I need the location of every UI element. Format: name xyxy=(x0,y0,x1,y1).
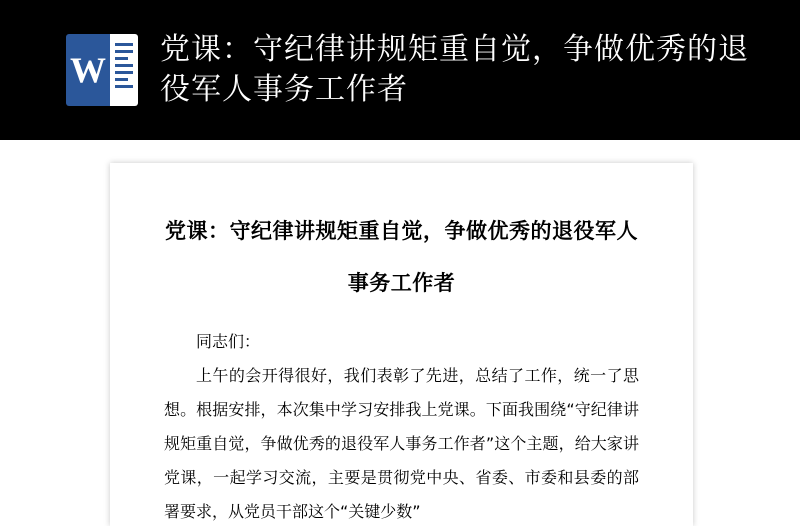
document-title: 党课：守纪律讲规矩重自觉，争做优秀的退役军人事务工作者 xyxy=(165,219,638,295)
word-icon-letter: W xyxy=(66,34,110,106)
word-icon-line xyxy=(115,78,128,81)
word-icon-line xyxy=(115,85,133,88)
word-icon-line xyxy=(115,50,133,53)
word-icon-line xyxy=(115,71,133,74)
word-icon-line xyxy=(115,43,133,46)
word-icon-line xyxy=(115,64,133,67)
document-paragraph: 同志们： xyxy=(196,332,261,351)
word-icon-line xyxy=(115,57,128,60)
page-title: 党课：守纪律讲规矩重自觉，争做优秀的退役军人事务工作者 xyxy=(160,32,749,107)
header-banner xyxy=(0,0,800,140)
word-icon-lines xyxy=(110,34,138,106)
document-paragraph: 上午的会开得很好，我们表彰了先进，总结了工作，统一了思想。根据安排，本次集中学习安排我上党课。下面我围绕“守纪律讲规矩重自觉，争做优秀的退役军人事务工作者”这个主题，给大家讲党课，一起学习交流，主要是贯彻党中央、省委、市委和县委的部署要求，从党员干部这个“关键少数” xyxy=(164,366,639,521)
document-sheet xyxy=(110,163,693,526)
word-document-icon xyxy=(66,34,138,106)
